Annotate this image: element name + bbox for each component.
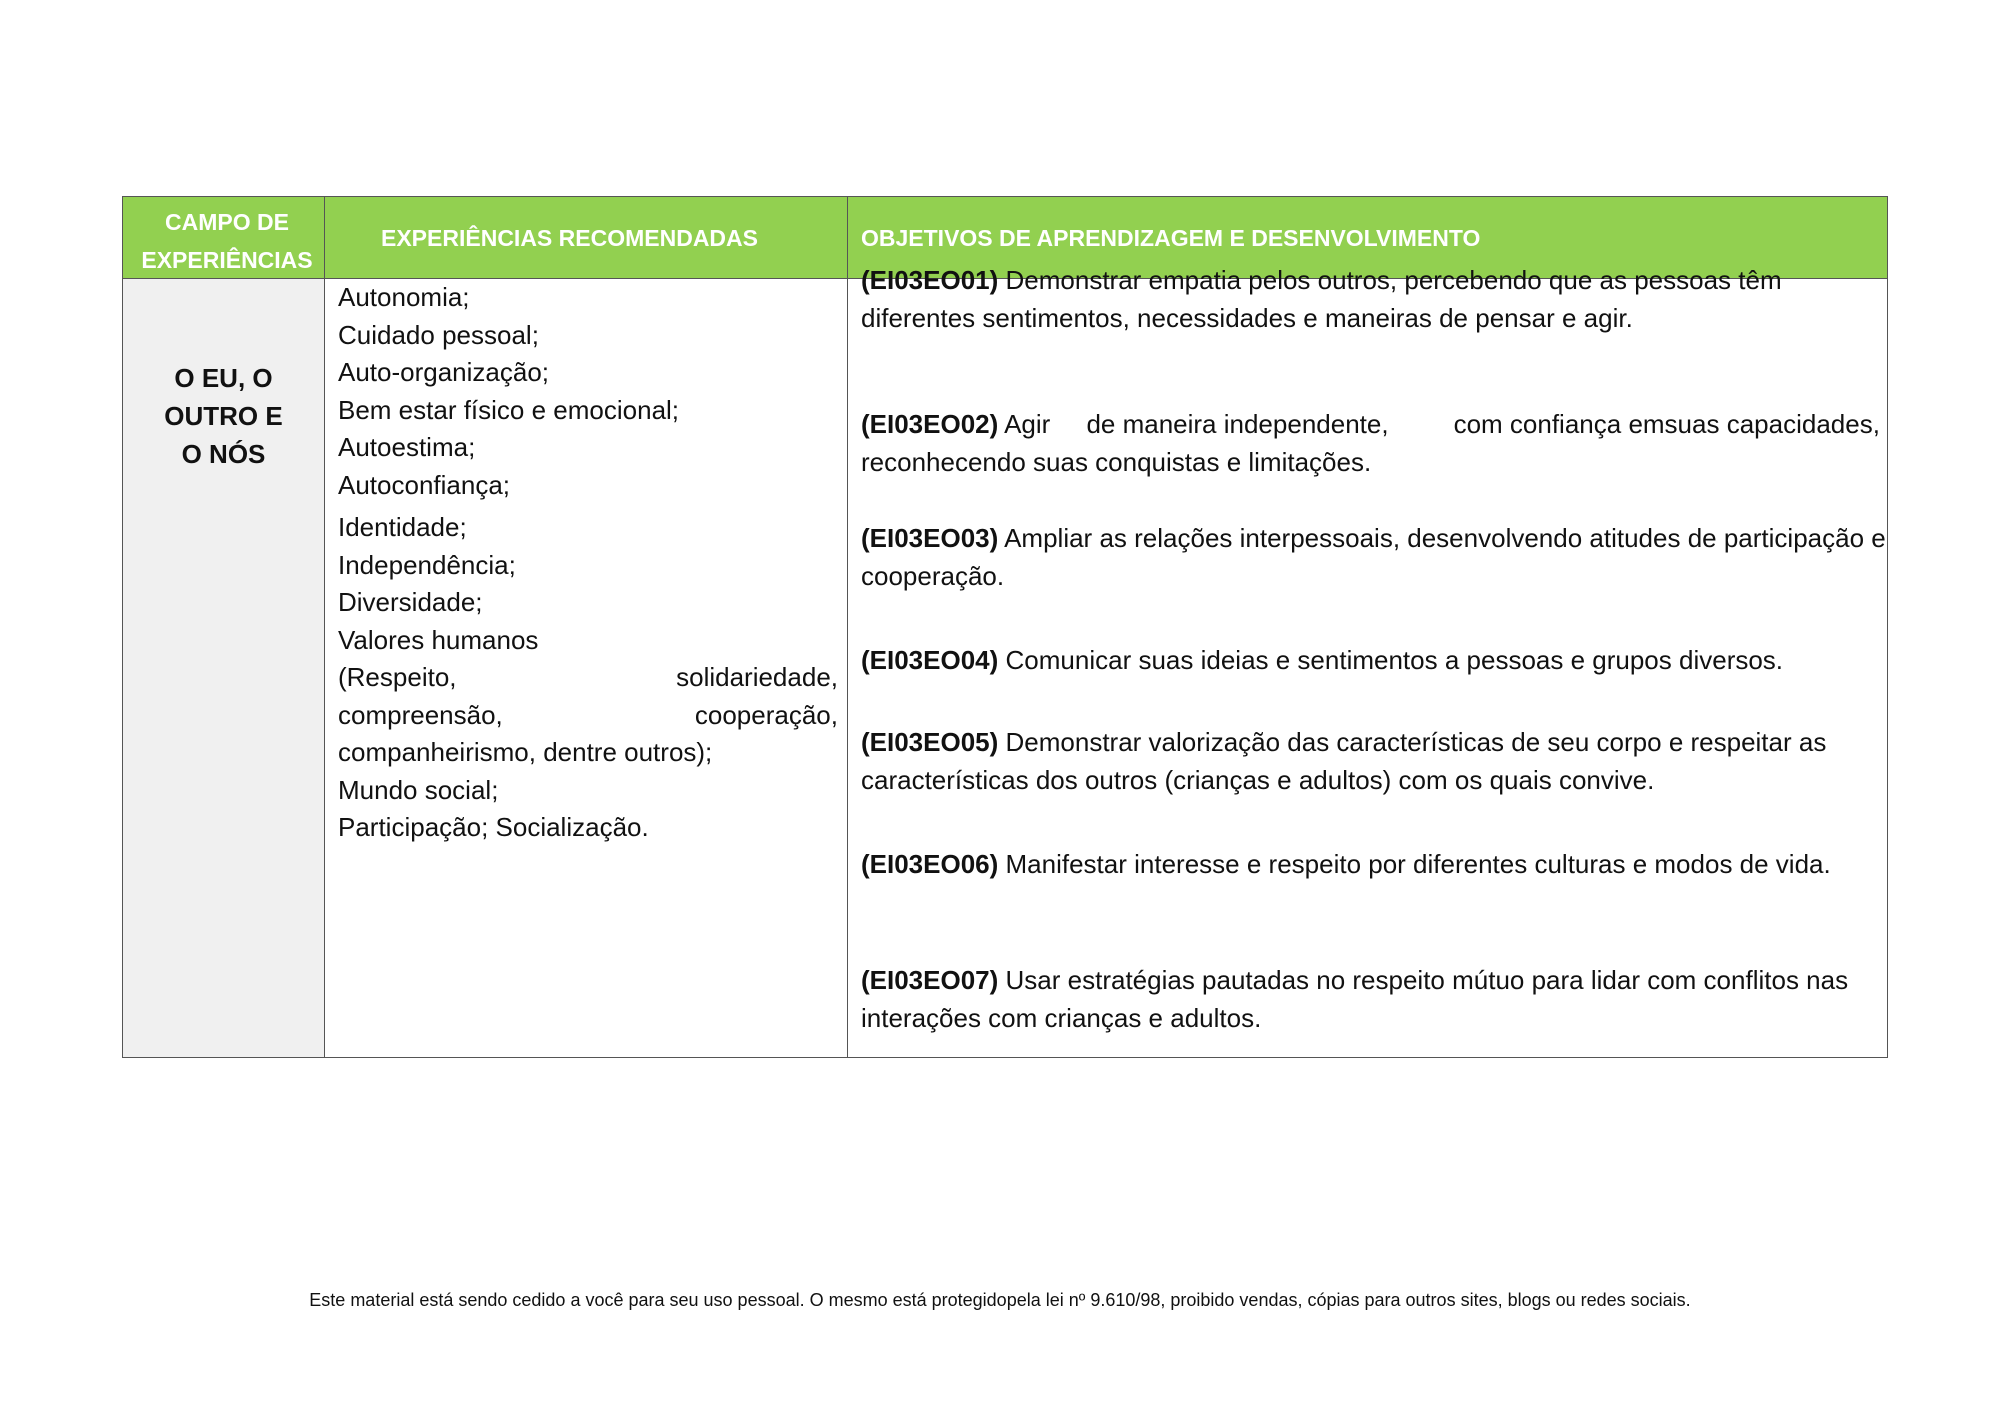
- objetivo-text: Ampliar as relações interpessoais, desenvolvendo atitudes de participação e cooperação.: [861, 523, 1893, 591]
- experiencia-item: companheirismo, dentre outros);: [338, 737, 713, 767]
- objetivo-text: Demonstrar empatia pelos outros, percebendo que as pessoas têm diferentes sentimentos, necessidades e maneiras de pensar e agir.: [861, 265, 1789, 333]
- bncc-table: [122, 196, 1893, 1058]
- header-campo: CAMPO DE EXPERIÊNCIAS: [141, 209, 313, 273]
- objetivo-code: (EI03EO07): [861, 965, 999, 995]
- experiencia-item: Diversidade;: [338, 587, 483, 617]
- experiencia-item: Participação; Socialização.: [338, 812, 649, 842]
- header-objetivos: OBJETIVOS DE APRENDIZAGEM E DESENVOLVIMENTO: [861, 225, 1481, 251]
- campo-name: O EU, O OUTRO E O NÓS: [164, 363, 283, 469]
- footer-notice: Este material está sendo cedido a você para seu uso pessoal. O mesmo está protegidopela lei nº 9.610/98, proibido vendas, cópias para outros sites, blogs ou redes sociais.: [309, 1290, 1691, 1310]
- objetivo-code: (EI03EO06): [861, 849, 999, 879]
- experiencia-item: Cuidado pessoal;: [338, 319, 539, 350]
- experiencia-item: Valores humanos: [338, 624, 539, 655]
- objetivo-text: Agir de maneira independente, com confiança emsuas capacidades, reconhecendo suas conquistas e limitações.: [861, 409, 1888, 477]
- experiencia-item: Autoestima;: [338, 432, 476, 462]
- objetivo-text: Usar estratégias pautadas no respeito mútuo para lidar com conflitos nas interações com crianças e adultos.: [861, 965, 1856, 1033]
- objetivo-text: Manifestar interesse e respeito por diferentes culturas e modos de vida.: [998, 849, 1831, 879]
- experiencia-item: Bem estar físico e emocional;: [338, 394, 680, 425]
- objetivo-item: [861, 961, 1891, 1037]
- header-experiencias: EXPERIÊNCIAS RECOMENDADAS: [381, 225, 758, 251]
- experiencia-item-part: (Respeito,: [338, 662, 457, 692]
- experiencia-item: [338, 659, 838, 697]
- objetivo-code: (EI03EO05): [861, 727, 999, 757]
- experiencia-item: Auto-organização;: [338, 357, 550, 387]
- objetivo-code: (EI03EO02): [861, 409, 999, 439]
- experiencia-item: Independência;: [338, 549, 516, 580]
- experiencia-item: [338, 697, 838, 735]
- experiencia-item: Autonomia;: [338, 282, 470, 312]
- experiencia-item-part: cooperação,: [694, 699, 838, 730]
- objetivo-code: (EI03EO04): [861, 645, 999, 675]
- objetivo-text: Demonstrar valorização das características de seu corpo e respeitar as características dos outros (crianças e adultos) com os quais convive.: [861, 727, 1834, 795]
- objetivo-item: [861, 723, 1891, 799]
- experiencia-item-part: compreensão,: [338, 699, 503, 730]
- experiencia-item: Autoconfiança;: [338, 469, 511, 500]
- objetivo-text: Comunicar suas ideias e sentimentos a pessoas e grupos diversos.: [998, 645, 1784, 675]
- objetivo-item: [861, 641, 1891, 679]
- objetivo-item: [861, 845, 1891, 883]
- experiencia-item: Identidade;: [338, 512, 467, 542]
- experiencia-item-part: solidariedade,: [676, 662, 838, 692]
- experiencia-item: Mundo social;: [338, 774, 499, 805]
- objetivo-item: [861, 261, 1891, 337]
- column-divider: [847, 197, 848, 1057]
- objetivo-item: [861, 405, 1891, 481]
- objetivo-code: (EI03EO03): [861, 523, 999, 553]
- objetivo-code: (EI03EO01): [861, 265, 999, 295]
- experiencias-list: [338, 279, 838, 847]
- objetivo-item: [861, 519, 1891, 595]
- column-divider: [324, 197, 325, 1057]
